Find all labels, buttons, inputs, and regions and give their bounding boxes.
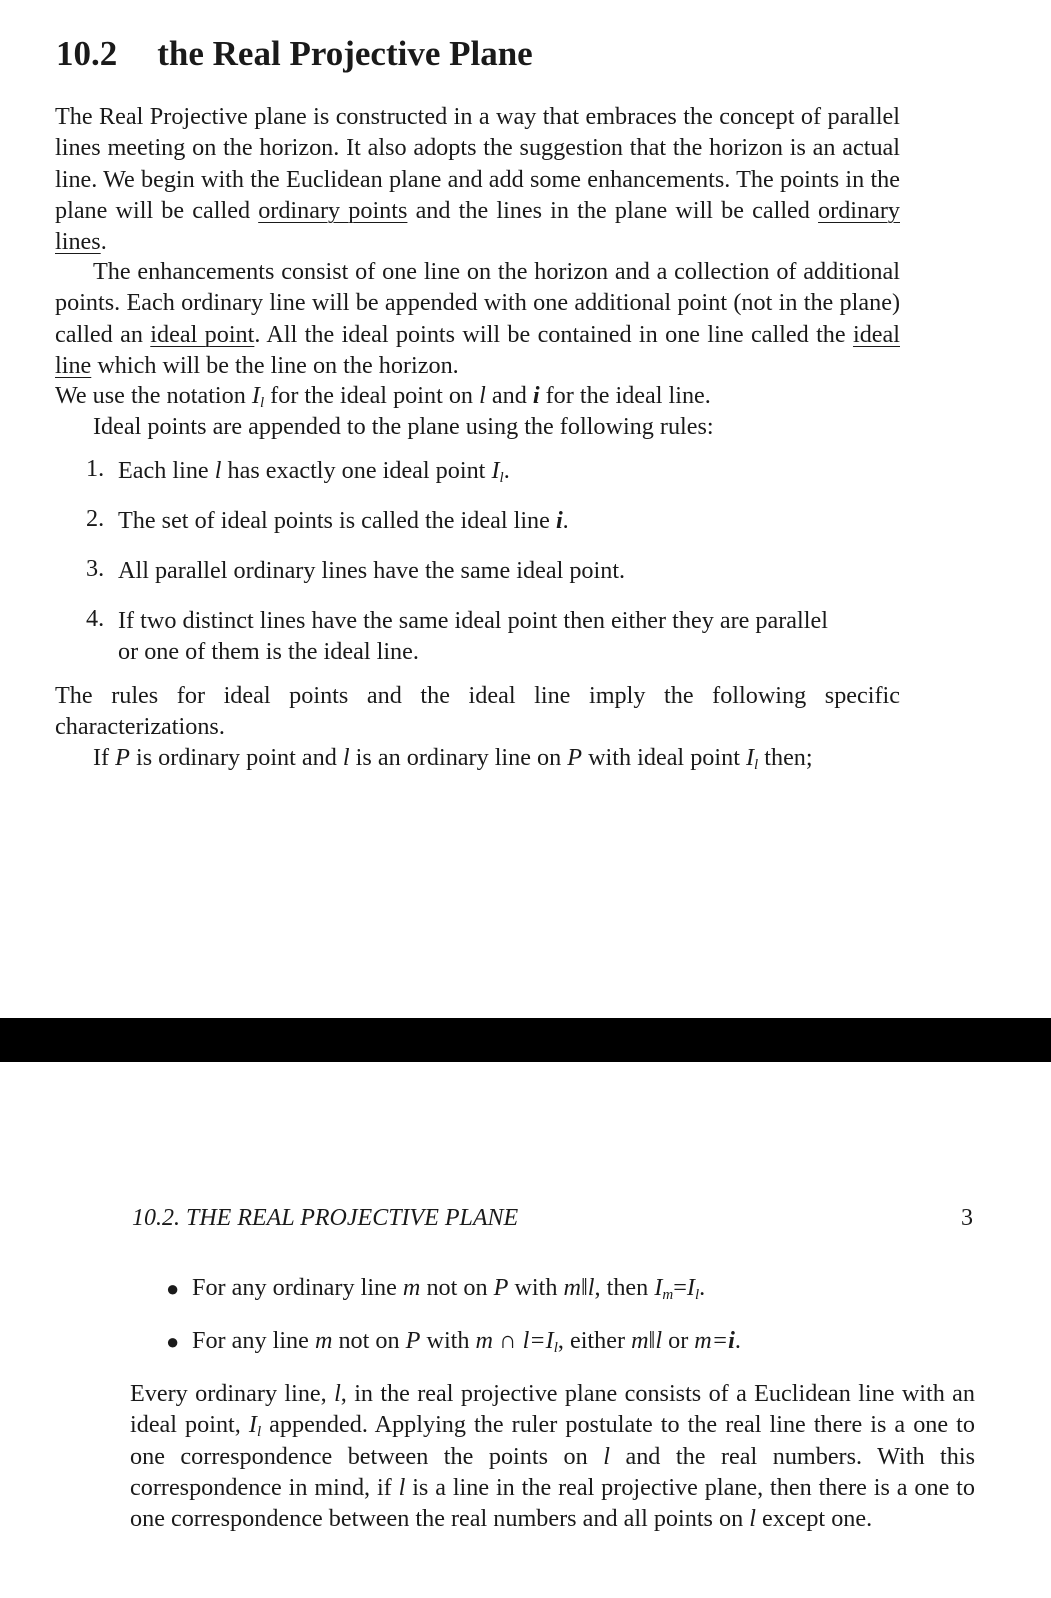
- p7-text-1: Every ordinary line,: [130, 1380, 335, 1407]
- para3-text-4: for the ideal line.: [539, 382, 711, 409]
- rule2-text-1: The set of ideal points is called the ideal line: [118, 507, 556, 534]
- math-I: I: [491, 457, 500, 484]
- b2-text-4: , either: [557, 1327, 632, 1354]
- b2-text-1: For any line: [192, 1327, 315, 1354]
- rule-number: 1.: [86, 455, 105, 482]
- math-I: I: [654, 1274, 663, 1301]
- rule-text: All parallel ordinary lines have the same ideal point.: [118, 557, 626, 584]
- b2-text-3: with: [420, 1327, 476, 1354]
- rule4-line-1: If two distinct lines have the same ideal point then either they are parallel: [118, 607, 828, 634]
- math-l: l: [479, 382, 486, 409]
- math-P: P: [567, 744, 583, 771]
- math-m-equals: m=: [694, 1327, 729, 1354]
- math-m-parallel-l: m‖l: [631, 1327, 663, 1354]
- para6-text-3: is an ordinary line on: [349, 744, 568, 771]
- term-ideal-line: ideal line: [55, 320, 900, 379]
- page-number: 3: [961, 1205, 973, 1231]
- bullet-icon: ●: [166, 1276, 180, 1301]
- math-I: I: [251, 382, 260, 409]
- b1-text-1: For any ordinary line: [192, 1274, 403, 1301]
- b1-text-2: not on: [420, 1274, 494, 1301]
- running-head: 10.2. THE REAL PROJECTIVE PLANE: [132, 1205, 519, 1231]
- para6-text-1: If: [93, 744, 116, 771]
- paragraph-4: Ideal points are appended to the plane using the following rules:: [93, 413, 714, 440]
- term-ordinary-points: ordinary points: [258, 196, 408, 224]
- para6-text-5: then;: [758, 744, 813, 771]
- math-l: l: [342, 744, 350, 771]
- paragraph-7: [130, 1378, 975, 1534]
- page-2: [0, 1062, 1051, 1598]
- math-l: l: [749, 1505, 756, 1533]
- rule2-text-2: .: [562, 507, 569, 534]
- math-l: l: [214, 457, 222, 484]
- paragraph-1: [55, 101, 900, 257]
- math-m: m: [402, 1274, 421, 1301]
- math-i: i: [532, 382, 540, 409]
- bullet-icon: ●: [166, 1329, 180, 1354]
- bullet-text: [192, 1327, 741, 1355]
- b2-text-6: .: [734, 1327, 741, 1354]
- math-P: P: [405, 1327, 421, 1354]
- term-ideal-point: ideal point: [150, 320, 255, 348]
- bullet-text: [192, 1274, 705, 1302]
- math-l: l: [334, 1380, 341, 1407]
- b1-text-4: , then: [594, 1274, 655, 1301]
- para2-text-1: The enhancements consist of one line on the horizon and a collection of additional points. Each ordinary line will be appended with one additional point (not in the plane) called an: [55, 258, 900, 348]
- math-P: P: [115, 744, 130, 771]
- term-ordinary-lines: ordinary lines: [55, 196, 900, 256]
- math-sub-l: l: [754, 757, 759, 773]
- para2-text-2: . All the ideal points will be contained in one line called the: [254, 320, 853, 348]
- math-i: i: [728, 1327, 735, 1354]
- section-title-text: the Real Projective Plane: [157, 34, 533, 73]
- rule-text: [118, 455, 510, 486]
- paragraph-3: [55, 380, 900, 411]
- math-sub-l: l: [256, 1424, 262, 1441]
- rule1-text-3: .: [503, 457, 510, 484]
- math-l: l: [398, 1473, 406, 1501]
- rule-number: 3.: [86, 555, 105, 582]
- math-sub-l: l: [694, 1287, 700, 1303]
- para1-text-1: The Real Projective plane is constructed in a way that embraces the concept of parallel lines meeting on the horizon. It also adopts the suggestion that the horizon is an actual line. We begin with the Euclidean plane and add some enhancements. The points in the plane will be called: [55, 103, 900, 224]
- paragraph-2: [55, 256, 900, 381]
- rule-number: 2.: [86, 505, 105, 532]
- rule-text: [118, 505, 569, 536]
- characterization-list: [166, 1274, 966, 1374]
- rule1-text-1: Each line: [118, 457, 215, 484]
- math-m-parallel-l: m‖l: [563, 1274, 595, 1301]
- p7-text-2: , in the real projective plane consists of a Euclidean line with an ideal point,: [130, 1380, 975, 1439]
- math-i: i: [555, 507, 563, 534]
- section-number: 10.2: [56, 34, 118, 73]
- b2-text-5: or: [662, 1327, 695, 1354]
- paragraph-5: The rules for ideal points and the ideal line imply the following specific characterizations.: [55, 682, 900, 741]
- rule1-text-2: has exactly one ideal point: [221, 457, 492, 484]
- math-sub-l: l: [259, 395, 265, 411]
- paragraph-6: [55, 742, 900, 773]
- para6-text-4: with ideal point: [582, 744, 746, 771]
- para1-text-3: .: [100, 228, 107, 256]
- para6-text-2: is ordinary point and: [129, 744, 343, 771]
- math-m-cap-l: m ∩ l=I: [475, 1327, 554, 1354]
- para3-text-2: for the ideal point on: [264, 382, 480, 409]
- math-P: P: [493, 1274, 509, 1301]
- para1-text-2: and the lines in the plane will be called: [407, 196, 819, 224]
- math-I: I: [248, 1411, 257, 1439]
- b1-text-5: .: [699, 1274, 706, 1301]
- math-I: I: [745, 744, 755, 771]
- para3-text-3: and: [485, 382, 533, 409]
- rules-list: [86, 455, 906, 675]
- rule-text: [118, 605, 828, 667]
- b1-text-3: with: [508, 1274, 564, 1301]
- math-m: m: [314, 1327, 333, 1354]
- p7-text-5: is a line in the real projective plane, then there is a one to one correspondence between the real numbers and all points on: [130, 1473, 975, 1533]
- math-sub-l: l: [499, 470, 504, 486]
- math-l: l: [603, 1442, 610, 1470]
- math-sub-m: m: [662, 1287, 674, 1303]
- p7-text-4: and the real numbers. With this correspondence in mind, if: [130, 1442, 975, 1501]
- p7-text-3: appended. Applying the ruler postulate to the real line there is a one to one correspondence between the points on: [130, 1411, 975, 1470]
- para3-text-1: We use the notation: [55, 382, 252, 409]
- math-I: I: [686, 1274, 695, 1301]
- rule-number: 4.: [86, 605, 105, 632]
- rule4-line-2: or one of them is the ideal line.: [118, 638, 419, 665]
- b2-text-2: not on: [332, 1327, 406, 1354]
- p7-text-6: except one.: [755, 1505, 873, 1533]
- section-title: [56, 34, 533, 74]
- para2-text-3: which will be the line on the horizon.: [91, 351, 459, 379]
- math-equals: =: [673, 1274, 687, 1301]
- math-sub-l: l: [553, 1340, 558, 1356]
- page-separator: [0, 1018, 1051, 1062]
